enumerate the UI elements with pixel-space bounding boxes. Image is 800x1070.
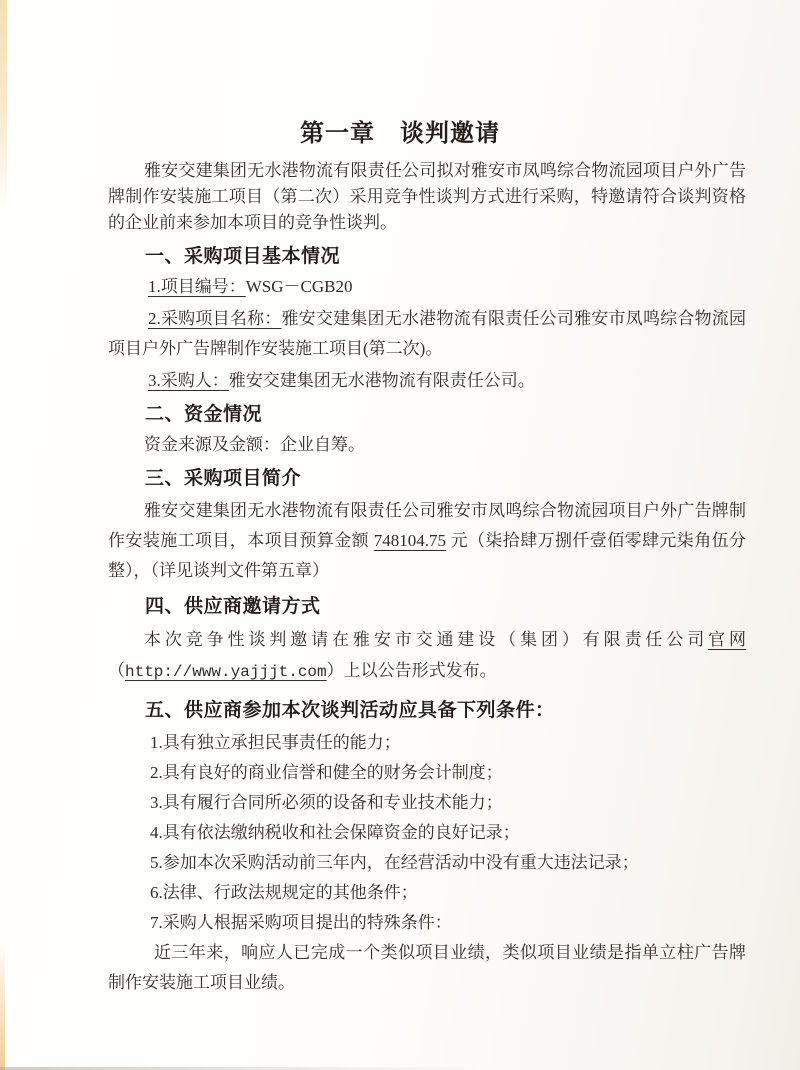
section4-heading: 四、供应商邀请方式 xyxy=(145,596,321,617)
scan-edge-artifact-bottom-left xyxy=(0,940,5,1070)
purchaser-value: 雅安交建集团无水港物流有限责任公司。 xyxy=(228,371,535,390)
section1-heading: 一、采购项目基本情况 xyxy=(145,246,341,267)
official-website-label: 官网 xyxy=(708,630,747,649)
supplier-conditions-list xyxy=(108,728,746,938)
invitation-text-after-link: 上以公告形式发布。 xyxy=(343,661,497,680)
chapter-title: 第一章 谈判邀请 xyxy=(300,121,500,147)
condition-item-1: 1.具有独立承担民事责任的能力； xyxy=(150,733,401,752)
url-open-paren: （ xyxy=(108,661,125,680)
invitation-method-paragraph xyxy=(108,624,746,688)
purchaser-line xyxy=(108,366,746,396)
condition-item-3: 3.具有履行合同所必须的设备和专业技术能力； xyxy=(150,793,503,812)
similar-performance-paragraph: 近三年来，响应人已完成一个类似项目业绩，类似项目业绩是指单立柱广告牌制作安装施工项目业绩。 xyxy=(108,943,746,992)
project-name-value: 雅安交建集团无水港物流有限责任公司雅安市凤鸣综合物流园项目户外广告牌制作安装施工项目(第二次)。 xyxy=(108,309,747,358)
invitation-text-before-link: 本次竞争性谈判邀请在雅安市交通建设（集团）有限责任公司 xyxy=(144,630,709,649)
funding-source-line: 资金来源及金额：企业自筹。 xyxy=(144,435,365,454)
project-name-line xyxy=(108,304,746,364)
project-number-value: WSG－CGB20 xyxy=(245,277,353,296)
budget-amount: 748104.75 xyxy=(373,531,446,550)
project-name-label: 2.采购项目名称： xyxy=(148,309,282,328)
intro-paragraph: 雅安交建集团无水港物流有限责任公司拟对雅安市凤鸣综合物流园项目户外广告牌制作安装施工项目（第二次）采用竞争性谈判方式进行采购，特邀请符合谈判资格的企业前来参加本项目的竞争性谈判。 xyxy=(108,161,746,232)
project-summary-paragraph xyxy=(108,496,746,586)
condition-item-6: 6.法律、行政法规规定的其他条件； xyxy=(150,883,418,902)
summary-text-before-budget: 雅安交建集团无水港物流有限责任公司雅安市凤鸣综合物流园项目户外广告牌制作安装施工项目，本项目预算金额 xyxy=(108,501,746,550)
url-close-paren: ） xyxy=(326,661,344,680)
project-number-label: 1.项目编号： xyxy=(148,277,246,296)
purchaser-label: 3.采购人： xyxy=(148,371,229,390)
condition-item-7: 7.采购人根据采购项目提出的特殊条件： xyxy=(150,913,452,932)
project-number-line xyxy=(108,272,746,302)
condition-item-5: 5.参加本次采购活动前三年内，在经营活动中没有重大违法记录； xyxy=(150,853,639,872)
section3-heading: 三、采购项目简介 xyxy=(145,468,302,489)
website-url-segment xyxy=(108,661,344,680)
condition-item-2: 2.具有良好的商业信誉和健全的财务会计制度； xyxy=(150,763,503,782)
website-url: http://www.yajjjt.com xyxy=(125,663,327,681)
section5-heading: 五、供应商参加本次谈判活动应具备下列条件： xyxy=(145,700,555,721)
summary-text-after-budget: 元（柒拾肆万捌仟壹佰零肆元柒角伍分整），（详见谈判文件第五章） xyxy=(108,531,747,580)
section2-heading: 二、资金情况 xyxy=(145,404,263,425)
document-body xyxy=(0,158,800,998)
scan-edge-artifact-top-left xyxy=(0,0,7,212)
condition-item-4: 4.具有依法缴纳税收和社会保障资金的良好记录； xyxy=(150,823,520,842)
